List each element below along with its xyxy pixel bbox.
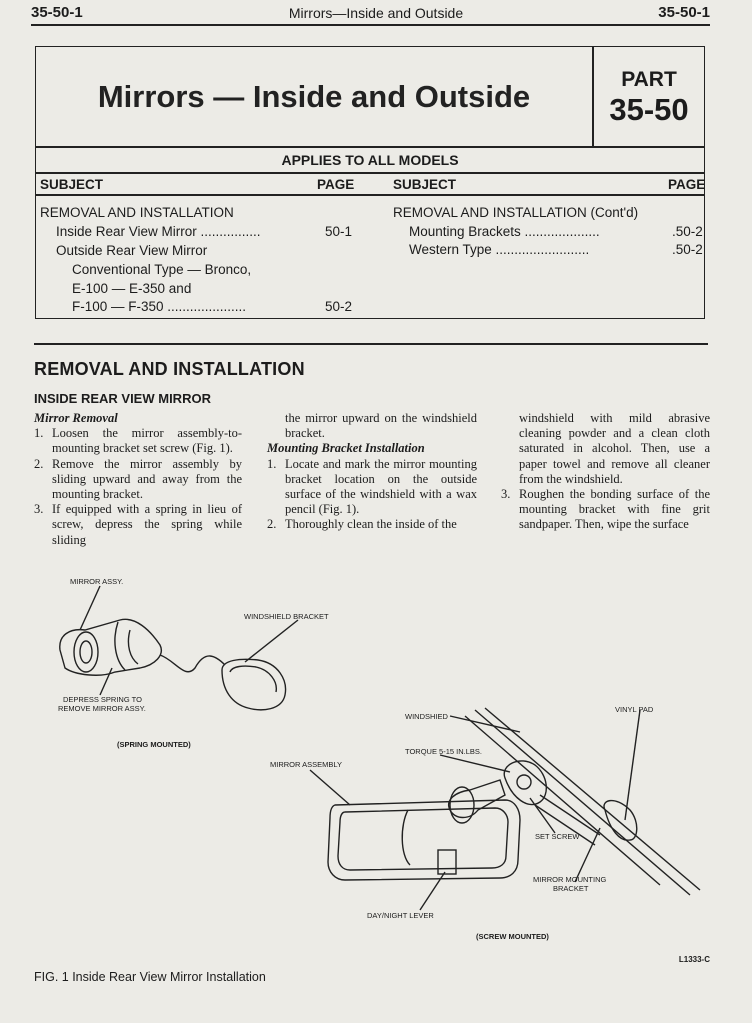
label-mirror-assembly: MIRROR ASSEMBLY: [270, 760, 342, 769]
label-mirror-mounting-bracket: MIRROR MOUNTING: [533, 875, 607, 884]
list-item: 1. Locate and mark the mirror mounting bracket location on the outside surface of the windshield with a wax pencil (Fig. 1).: [267, 456, 477, 517]
toc-entry: Mounting Brackets ....................: [409, 224, 600, 239]
toc-entry-page: 50-2: [325, 299, 353, 314]
toc-entry-page: .50-2: [672, 224, 703, 239]
list-item: 2. Remove the mirror assembly by sliding upward and away from the mounting bracket.: [34, 456, 242, 502]
procedure-heading: Mirror Removal: [34, 411, 118, 425]
running-title: Mirrors—Inside and Outside: [288, 5, 464, 21]
label-torque: TORQUE 5-15 IN.LBS.: [405, 747, 482, 756]
toc-page-left: PAGE: [317, 177, 355, 192]
continued-text: windshield with mild abrasive cleaning powder and a clean cloth saturated in alcohol. Then, use a paper towel and remove all cleaner from the windshield.: [519, 411, 710, 486]
toc-entry-page: .50-2: [672, 242, 703, 257]
section-title: REMOVAL AND INSTALLATION: [34, 359, 305, 379]
continued-text: the mirror upward on the windshield bracket.: [285, 411, 477, 441]
toc-entry: Outside Rear View Mirror: [56, 243, 208, 258]
text-column-1: [34, 411, 242, 548]
header-rule: [31, 24, 710, 26]
list-item: 3. If equipped with a spring in lieu of screw, depress the spring while sliding: [34, 502, 242, 547]
toc-subject-right: SUBJECT: [393, 177, 457, 192]
label-mirror-mounting-bracket: BRACKET: [553, 884, 589, 893]
applies-to: APPLIES TO ALL MODELS: [281, 152, 459, 168]
toc-entry-page: 50-1: [325, 224, 353, 239]
list-item: 3. Roughen the bonding surface of the mounting bracket with fine grit sandpaper. Then, wipe the surface: [501, 487, 710, 532]
label-day-night-lever: DAY/NIGHT LEVER: [367, 911, 434, 920]
toc-rule-top: [35, 172, 705, 174]
toc-subject-left: SUBJECT: [40, 177, 104, 192]
text-column-2: [267, 411, 477, 533]
label-screw-mounted: (SCREW MOUNTED): [476, 932, 549, 941]
figure-illustration: [0, 560, 752, 970]
toc-entry: Western Type .........................: [409, 242, 590, 257]
label-set-screw: SET SCREW: [535, 832, 580, 841]
label-vinyl-pad: VINYL PAD: [615, 705, 654, 714]
list-item: 2. Thoroughly clean the inside of the: [267, 517, 457, 532]
part-label: PART: [621, 68, 677, 91]
label-spring-mounted: (SPRING MOUNTED): [117, 740, 191, 749]
figure-reference-code: L1333-C: [678, 955, 710, 964]
toc-rule-head: [35, 194, 705, 196]
page-title: Mirrors — Inside and Outside: [97, 78, 531, 114]
label-windshield: WINDSHIED: [405, 712, 448, 721]
label-windshield-bracket: WINDSHIELD BRACKET: [244, 612, 329, 621]
toc-entry: E-100 — E-350 and: [72, 281, 192, 296]
list-item: 1. Loosen the mirror assembly-to-mounting bracket set screw (Fig. 1).: [34, 426, 242, 456]
procedure-heading: Mounting Bracket Installation: [267, 441, 425, 456]
figure-caption: FIG. 1 Inside Rear View Mirror Installation: [34, 970, 266, 984]
section-rule: [34, 343, 708, 345]
toc-page-right: PAGE: [668, 177, 706, 192]
toc-entry: F-100 — F-350 .....................: [72, 299, 247, 314]
label-depress-spring: REMOVE MIRROR ASSY.: [58, 704, 146, 713]
text-column-3: [501, 411, 710, 533]
toc-entry: Inside Rear View Mirror ................: [56, 224, 261, 239]
page-number-left: 35-50-1: [31, 4, 83, 21]
part-number: 35-50: [609, 92, 689, 127]
toc-entry: REMOVAL AND INSTALLATION: [40, 205, 234, 220]
page-number-right: 35-50-1: [658, 4, 710, 21]
toc-entry: Conventional Type — Bronco,: [72, 262, 252, 277]
label-mirror-assy: MIRROR ASSY.: [70, 577, 124, 586]
subsection-title: INSIDE REAR VIEW MIRROR: [34, 391, 211, 406]
toc-entry: REMOVAL AND INSTALLATION (Cont'd): [393, 205, 639, 220]
label-depress-spring: DEPRESS SPRING TO: [63, 695, 142, 704]
